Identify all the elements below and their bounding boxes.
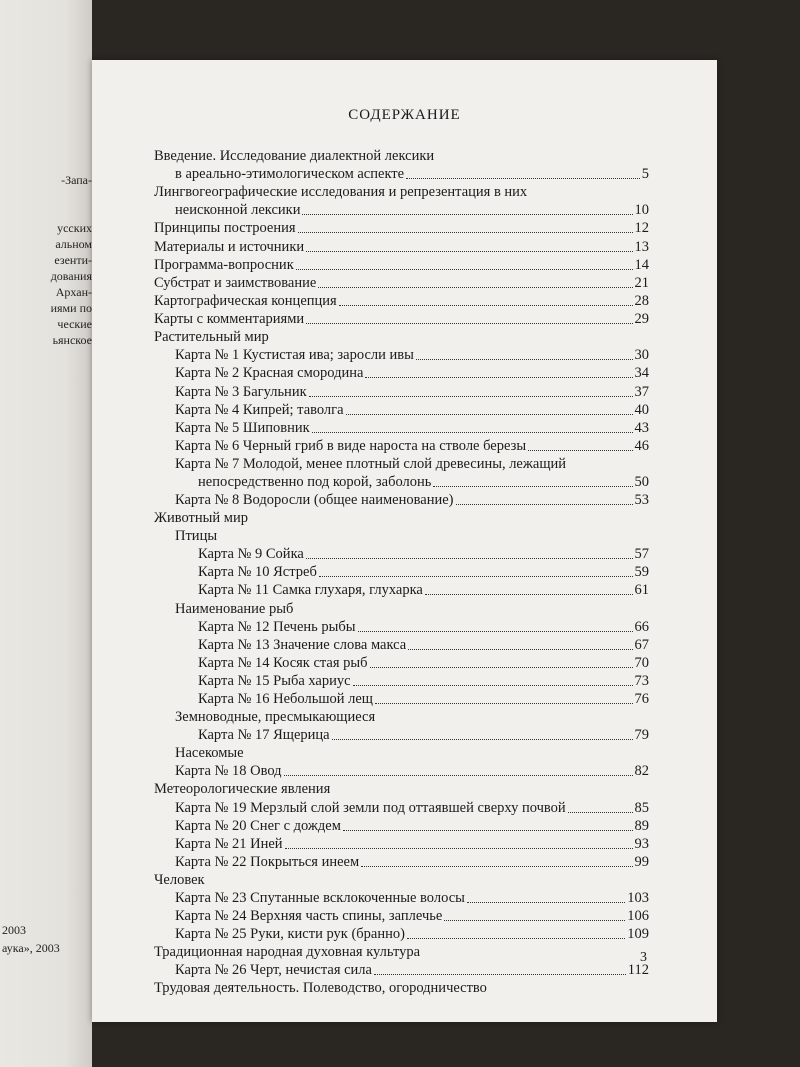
- toc-entry: [175, 491, 649, 510]
- toc-entry-title: Карты с комментариями: [154, 311, 305, 327]
- toc-entry-page: 79: [634, 727, 649, 743]
- toc-entry-title: Животный мир: [154, 510, 248, 526]
- toc-entry: [175, 708, 375, 727]
- toc-entry-page: 30: [634, 347, 649, 363]
- toc-entry-title: Карта № 1 Кустистая ива; заросли ивы: [175, 347, 414, 363]
- toc-dot-leader: [298, 232, 633, 233]
- toc-entry-title: Карта № 19 Мерзлый слой земли под оттаявшей сверху почвой: [175, 800, 566, 816]
- toc-dot-leader: [306, 323, 632, 324]
- toc-entry: [198, 618, 649, 637]
- toc-entry-title: Карта № 4 Кипрей; таволга: [175, 402, 344, 418]
- toc-entry: [154, 238, 649, 257]
- toc-entry-title: Карта № 11 Самка глухаря, глухарка: [198, 582, 423, 598]
- toc-entry-title: Карта № 2 Красная смородина: [175, 365, 364, 381]
- book-page: [92, 60, 717, 1022]
- toc-entry: [175, 201, 649, 220]
- toc-entry: [154, 871, 205, 890]
- toc-entry-page: 112: [627, 962, 649, 978]
- toc-dot-leader: [309, 396, 633, 397]
- toc-entry-page: 61: [634, 582, 649, 598]
- toc-dot-leader: [353, 685, 633, 686]
- toc-entry: [198, 690, 649, 709]
- toc-entry-page: 50: [634, 474, 649, 490]
- toc-entry: [175, 600, 293, 619]
- toc-entry-page: 10: [634, 202, 649, 218]
- page-title: СОДЕРЖАНИЕ: [348, 107, 461, 123]
- toc-entry: [154, 310, 649, 329]
- toc-entry-page: 5: [641, 166, 649, 182]
- toc-entry-title: Птицы: [175, 528, 218, 544]
- toc-dot-leader: [346, 414, 633, 415]
- toc-dot-leader: [374, 974, 626, 975]
- toc-entry-title: Материалы и источники: [154, 239, 305, 255]
- toc-entry: [175, 401, 649, 420]
- toc-entry-title: неисконной лексики: [175, 202, 301, 218]
- toc-entry-title: Карта № 3 Багульник: [175, 384, 307, 400]
- toc-entry: [175, 762, 649, 781]
- toc-entry-title: Карта № 14 Косяк стая рыб: [198, 655, 368, 671]
- toc-entry: [175, 799, 649, 818]
- toc-entry: [154, 292, 649, 311]
- toc-entry: [175, 853, 649, 872]
- toc-dot-leader: [375, 703, 633, 704]
- toc-entry-title: Карта № 6 Черный гриб в виде нароста на стволе березы: [175, 438, 527, 454]
- toc-entry: [175, 925, 649, 944]
- toc-entry: [198, 563, 649, 582]
- toc-entry-title: Карта № 7 Молодой, менее плотный слой древесины, лежащий: [175, 456, 567, 472]
- left-page-fragment: усских: [57, 221, 92, 235]
- toc-entry: [175, 744, 244, 763]
- toc-entry: [154, 274, 649, 293]
- left-page-fragment: 2003: [2, 923, 26, 937]
- toc-dot-leader: [433, 486, 632, 487]
- toc-entry-page: 99: [634, 854, 649, 870]
- toc-entry-title: Карта № 5 Шиповник: [175, 420, 310, 436]
- toc-entry-title: Человек: [154, 872, 205, 888]
- toc-dot-leader: [312, 432, 633, 433]
- toc-dot-leader: [407, 938, 625, 939]
- toc-entry-page: 46: [634, 438, 649, 454]
- toc-dot-leader: [302, 214, 632, 215]
- toc-dot-leader: [467, 902, 625, 903]
- toc-entry-title: Субстрат и заимствование: [154, 275, 317, 291]
- toc-entry-title: Карта № 26 Черт, нечистая сила: [175, 962, 372, 978]
- toc-entry-title: непосредственно под корой, заболонь: [198, 474, 432, 490]
- toc-dot-leader: [425, 594, 633, 595]
- page-number: 3: [640, 950, 647, 965]
- toc-dot-leader: [319, 576, 633, 577]
- toc-entry-title: Карта № 8 Водоросли (общее наименование): [175, 492, 454, 508]
- toc-entry-title: Метеорологические явления: [154, 781, 331, 797]
- toc-entry-title: Трудовая деятельность. Полеводство, огородничество: [154, 980, 487, 996]
- toc-entry-title: Карта № 21 Иней: [175, 836, 283, 852]
- toc-dot-leader: [343, 830, 633, 831]
- toc-entry-title: Растительный мир: [154, 329, 269, 345]
- toc-dot-leader: [306, 558, 633, 559]
- toc-entry: [198, 654, 649, 673]
- toc-entry: [154, 328, 269, 347]
- toc-dot-leader: [332, 739, 633, 740]
- left-page-fragment: иями по: [50, 301, 92, 315]
- toc-entry-page: 106: [627, 908, 649, 924]
- toc-entry-page: 73: [634, 673, 649, 689]
- toc-entry-page: 89: [634, 818, 649, 834]
- toc-entry: [198, 581, 649, 600]
- toc-entry-page: 70: [634, 655, 649, 671]
- toc-entry-title: Картографическая концепция: [154, 293, 337, 309]
- toc-dot-leader: [416, 359, 633, 360]
- toc-dot-leader: [358, 631, 633, 632]
- toc-entry-page: 76: [634, 691, 649, 707]
- toc-entry-title: Карта № 13 Значение слова макса: [198, 637, 407, 653]
- toc-entry: [198, 545, 649, 564]
- toc-entry: [175, 817, 649, 836]
- toc-entry: [198, 672, 649, 691]
- toc-entry: [154, 147, 434, 166]
- toc-entry-page: 67: [634, 637, 649, 653]
- toc-entry-page: 103: [627, 890, 649, 906]
- toc-entry: [175, 346, 649, 365]
- toc-entry-page: 14: [634, 257, 649, 273]
- toc-entry-title: Карта № 20 Снег с дождем: [175, 818, 341, 834]
- toc-entry-page: 43: [634, 420, 649, 436]
- toc-entry-title: в ареально-этимологическом аспекте: [175, 166, 405, 182]
- toc-entry: [154, 780, 330, 799]
- toc-entry: [198, 473, 649, 492]
- toc-entry-title: Традиционная народная духовная культура: [154, 944, 421, 960]
- toc-entry: [175, 437, 649, 456]
- toc-dot-leader: [306, 251, 632, 252]
- toc-entry-page: 93: [634, 836, 649, 852]
- left-page-fragment: дования: [50, 269, 92, 283]
- left-page-fragment: -Запа-: [61, 173, 92, 187]
- left-page-fragment: ческие: [57, 317, 92, 331]
- toc-entry-page: 53: [634, 492, 649, 508]
- toc-entry-title: Карта № 16 Небольшой лещ: [198, 691, 373, 707]
- left-page-fragment: езенти-: [54, 253, 92, 267]
- toc-entry: [198, 636, 649, 655]
- toc-entry: [154, 219, 649, 238]
- toc-entry: [175, 907, 649, 926]
- toc-entry-title: Карта № 22 Покрыться инеем: [175, 854, 360, 870]
- toc-entry-page: 66: [634, 619, 649, 635]
- toc-dot-leader: [408, 649, 632, 650]
- toc-entry: [154, 979, 487, 998]
- toc-entry: [175, 165, 649, 184]
- toc-entry-title: Лингвогеографические исследования и репрезентация в них: [154, 184, 528, 200]
- toc-entry-page: 12: [634, 220, 649, 236]
- toc-entry: [175, 364, 649, 383]
- toc-entry: [175, 835, 649, 854]
- toc-entry: [175, 889, 649, 908]
- toc-entry-page: 34: [634, 365, 649, 381]
- toc-entry-page: 82: [634, 763, 649, 779]
- toc-entry-title: Программа-вопросник: [154, 257, 294, 273]
- toc-dot-leader: [528, 450, 632, 451]
- toc-entry-title: Карта № 18 Овод: [175, 763, 282, 779]
- left-page-edge: [0, 0, 92, 1067]
- toc-entry: [175, 527, 217, 546]
- toc-entry-page: 85: [634, 800, 649, 816]
- toc-entry-title: Карта № 23 Спутанные всклокоченные волосы: [175, 890, 465, 906]
- toc-dot-leader: [444, 920, 625, 921]
- toc-entry: [175, 419, 649, 438]
- toc-entry-title: Карта № 15 Рыба хариус: [198, 673, 351, 689]
- toc-dot-leader: [370, 667, 633, 668]
- toc-entry: [154, 256, 649, 275]
- toc-entry-page: 109: [627, 926, 649, 942]
- toc-entry: [154, 183, 527, 202]
- toc-entry-title: Карта № 17 Ящерица: [198, 727, 330, 743]
- toc-entry-title: Земноводные, пресмыкающиеся: [175, 709, 376, 725]
- toc-entry-title: Карта № 10 Ястреб: [198, 564, 317, 580]
- toc-entry-title: Насекомые: [175, 745, 244, 761]
- toc-entry-page: 21: [634, 275, 649, 291]
- toc-entry-title: Введение. Исследование диалектной лексики: [154, 148, 435, 164]
- toc-dot-leader: [318, 287, 632, 288]
- toc-dot-leader: [365, 377, 632, 378]
- toc-entry: [175, 455, 566, 474]
- left-page-fragment: аука», 2003: [2, 941, 60, 955]
- toc-entry-page: 37: [634, 384, 649, 400]
- toc-dot-leader: [456, 504, 633, 505]
- toc-dot-leader: [296, 269, 633, 270]
- toc-entry-title: Карта № 24 Верхняя часть спины, заплечье: [175, 908, 443, 924]
- toc-dot-leader: [285, 848, 633, 849]
- toc-entry-title: Наименование рыб: [175, 601, 294, 617]
- toc-entry: [198, 726, 649, 745]
- toc-dot-leader: [339, 305, 633, 306]
- toc-entry-page: 57: [634, 546, 649, 562]
- toc-entry-title: Принципы построения: [154, 220, 296, 236]
- toc-entry: [175, 961, 649, 980]
- left-page-fragment: Архан-: [55, 285, 92, 299]
- toc-entry-page: 29: [634, 311, 649, 327]
- toc-entry-page: 40: [634, 402, 649, 418]
- toc-dot-leader: [284, 775, 633, 776]
- toc-entry-page: 59: [634, 564, 649, 580]
- toc-entry-page: 28: [634, 293, 649, 309]
- toc-dot-leader: [361, 866, 632, 867]
- toc-dot-leader: [568, 812, 633, 813]
- left-page-fragment: ьянское: [52, 333, 92, 347]
- toc-entry-title: Карта № 25 Руки, кисти рук (бранно): [175, 926, 405, 942]
- toc-entry-page: 13: [634, 239, 649, 255]
- toc-entry: [154, 509, 248, 528]
- toc-entry-title: Карта № 9 Сойка: [198, 546, 304, 562]
- left-page-fragment: альном: [55, 237, 92, 251]
- toc-dot-leader: [406, 178, 640, 179]
- toc-entry: [154, 943, 420, 962]
- toc-entry: [175, 383, 649, 402]
- toc-entry-title: Карта № 12 Печень рыбы: [198, 619, 356, 635]
